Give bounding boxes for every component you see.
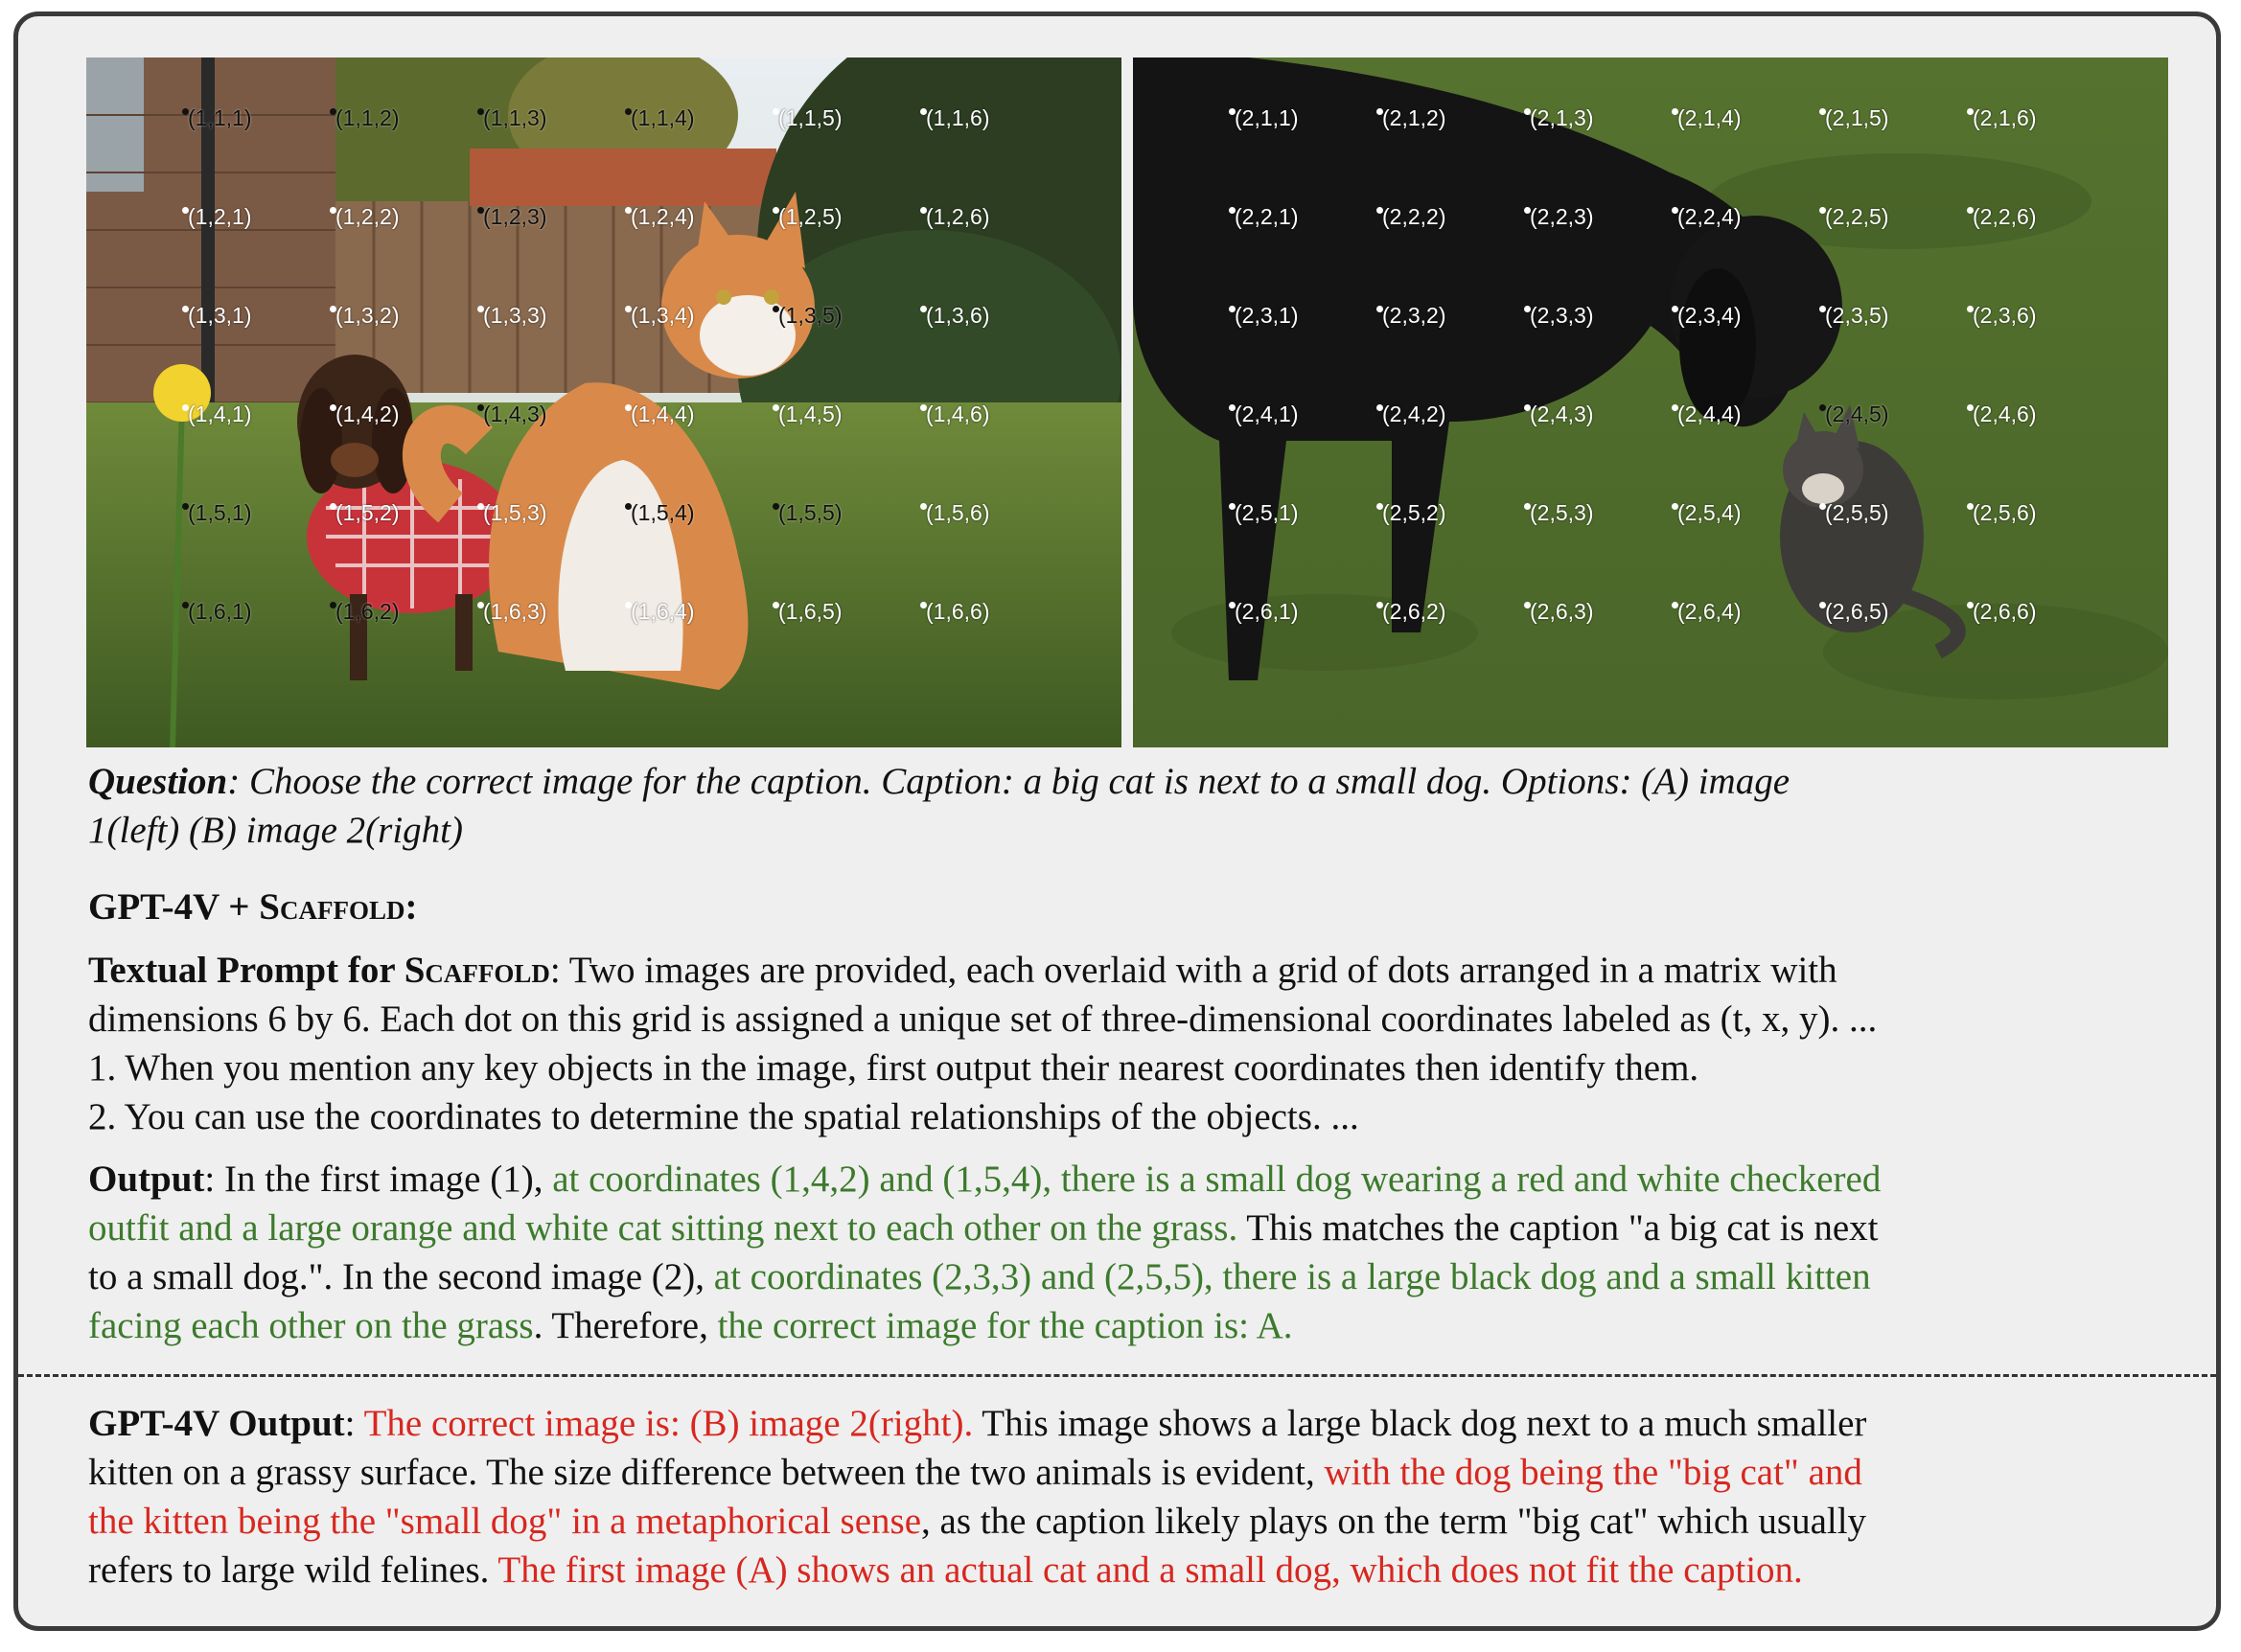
grid-coordinate-label: (1,4,2) — [335, 402, 400, 426]
grid-coordinate-label: (2,5,4) — [1677, 500, 1742, 525]
grid-coordinate-label: (1,6,5) — [778, 599, 843, 624]
prompt-line-3: 1. When you mention any key objects in the image, first output their nearest coordinates then identify them. — [88, 1047, 1699, 1089]
grid-coordinate-label: (2,5,2) — [1382, 500, 1446, 525]
grid-coordinate-label: (1,4,1) — [188, 402, 252, 426]
question-text-line-1: : Choose the correct image for the caption. Caption: a big cat is next to a small dog. Options: (A) image — [227, 761, 1790, 802]
question-text-line-2: 1(left) (B) image 2(right) — [88, 810, 463, 851]
output-l3-green: at coordinates (2,3,3) and (2,5,5), there is a large black dog and a small kitten — [713, 1256, 1871, 1297]
grid-coordinate-label: (2,4,5) — [1825, 402, 1889, 426]
grid-coordinate-label: (2,3,6) — [1973, 303, 2037, 328]
grid-coordinate-label: (2,1,4) — [1677, 105, 1742, 130]
prompt-label-prefix: Textual Prompt for — [88, 950, 404, 991]
grid-coordinate-label: (2,1,2) — [1382, 105, 1446, 130]
grid-coordinate-label: (1,4,6) — [926, 402, 990, 426]
grid-coordinate-label: (2,2,5) — [1825, 204, 1889, 229]
grid-coordinate-label: (1,3,4) — [631, 303, 695, 328]
scaffold-heading — [88, 883, 2159, 931]
grid-coordinate-label: (1,5,5) — [778, 500, 843, 525]
grid-coordinate-label: (1,2,3) — [483, 204, 547, 229]
grid-coordinate-label: (1,2,2) — [335, 204, 400, 229]
scaffold-heading-colon: : — [404, 886, 418, 928]
image-2-right — [1133, 57, 2168, 747]
prompt-line-2: dimensions 6 by 6. Each dot on this grid is assigned a unique set of three-dimensional coordinates labeled as (t, x, y). ... — [88, 998, 1878, 1040]
grid-coordinate-label: (2,4,1) — [1235, 402, 1299, 426]
grid-coordinate-label: (1,1,3) — [483, 105, 547, 130]
grid-coordinate-label: (1,2,5) — [778, 204, 843, 229]
grid-coordinate-label: (1,4,4) — [631, 402, 695, 426]
gpt4v-l3-red: the kitten being the "small dog" in a metaphorical sense — [88, 1501, 922, 1542]
output-l1-a: : In the first image (1), — [204, 1159, 553, 1200]
grid-coordinate-label: (2,6,3) — [1530, 599, 1594, 624]
grid-coordinate-label: (2,3,1) — [1235, 303, 1299, 328]
image-1-left — [86, 57, 1121, 747]
grid-coordinate-label: (1,3,6) — [926, 303, 990, 328]
grid-coordinate-label: (2,2,4) — [1677, 204, 1742, 229]
gpt4v-l2-red: with the dog being the "big cat" and — [1324, 1452, 1862, 1493]
grid-coordinate-label: (1,3,2) — [335, 303, 400, 328]
grid-coordinate-label: (1,5,2) — [335, 500, 400, 525]
grid-coordinate-label: (2,5,6) — [1973, 500, 2037, 525]
grid-coordinate-label: (1,5,4) — [631, 500, 695, 525]
scaffold-heading-model: GPT-4V + — [88, 886, 260, 928]
output-l4-green-2: the correct image for the caption is: A. — [717, 1305, 1293, 1346]
grid-coordinate-label: (2,3,2) — [1382, 303, 1446, 328]
gpt4v-l1-red: The correct image is: (B) image 2(right). — [363, 1403, 974, 1444]
prompt-line-4: 2. You can use the coordinates to determine the spatial relationships of the objects. ... — [88, 1096, 1359, 1137]
grid-coordinate-label: (1,4,5) — [778, 402, 843, 426]
coordinate-grid-image-2 — [1133, 57, 2168, 747]
grid-coordinate-label: (1,4,3) — [483, 402, 547, 426]
grid-coordinate-label: (2,2,6) — [1973, 204, 2037, 229]
output-l4-b: . Therefore, — [533, 1305, 718, 1346]
grid-coordinate-label: (1,2,6) — [926, 204, 990, 229]
gpt4v-output — [88, 1399, 2159, 1595]
grid-coordinate-label: (2,2,1) — [1235, 204, 1299, 229]
grid-coordinate-label: (2,1,3) — [1530, 105, 1594, 130]
grid-coordinate-label: (1,6,4) — [631, 599, 695, 624]
grid-coordinate-label: (2,1,6) — [1973, 105, 2037, 130]
grid-coordinate-label: (2,6,6) — [1973, 599, 2037, 624]
output-l4-green: facing each other on the grass — [88, 1305, 534, 1346]
grid-coordinate-label: (2,6,1) — [1235, 599, 1299, 624]
grid-coordinate-label: (2,5,3) — [1530, 500, 1594, 525]
grid-coordinate-label: (1,2,4) — [631, 204, 695, 229]
grid-coordinate-label: (1,1,5) — [778, 105, 843, 130]
grid-coordinate-label: (2,4,3) — [1530, 402, 1594, 426]
grid-coordinate-label: (1,3,5) — [778, 303, 843, 328]
gpt4v-l4-red: The first image (A) shows an actual cat and a small dog, which does not fit the caption. — [497, 1549, 1803, 1591]
grid-coordinate-label: (2,6,5) — [1825, 599, 1889, 624]
gpt4v-l1-b: This image shows a large black dog next to a much smaller — [973, 1403, 1867, 1444]
grid-coordinate-label: (2,4,6) — [1973, 402, 2037, 426]
grid-coordinate-label: (2,2,3) — [1530, 204, 1594, 229]
grid-coordinate-label: (1,6,3) — [483, 599, 547, 624]
grid-coordinate-label: (2,4,2) — [1382, 402, 1446, 426]
dashed-divider — [18, 1374, 2216, 1377]
grid-coordinate-label: (2,5,5) — [1825, 500, 1889, 525]
scaffold-output — [88, 1155, 2159, 1350]
grid-coordinate-label: (1,2,1) — [188, 204, 252, 229]
prompt-line-1: : Two images are provided, each overlaid with a grid of dots arranged in a matrix with — [549, 950, 1837, 991]
grid-coordinate-label: (1,6,1) — [188, 599, 252, 624]
grid-coordinate-label: (1,1,6) — [926, 105, 990, 130]
output-l2-b: This matches the caption "a big cat is next — [1237, 1207, 1879, 1249]
grid-coordinate-label: (2,4,4) — [1677, 402, 1742, 426]
grid-coordinate-label: (1,1,2) — [335, 105, 400, 130]
prompt-label-method: Scaffold — [404, 950, 550, 991]
gpt4v-l1-colon: : — [344, 1403, 364, 1444]
grid-coordinate-label: (2,3,4) — [1677, 303, 1742, 328]
grid-coordinate-label: (1,5,1) — [188, 500, 252, 525]
textual-prompt — [88, 946, 2159, 1141]
grid-coordinate-label: (2,1,5) — [1825, 105, 1889, 130]
grid-coordinate-label: (1,3,1) — [188, 303, 252, 328]
question — [88, 757, 2159, 855]
grid-coordinate-label: (2,6,2) — [1382, 599, 1446, 624]
grid-coordinate-label: (2,5,1) — [1235, 500, 1299, 525]
output-label: Output — [88, 1159, 205, 1200]
grid-coordinate-label: (1,5,3) — [483, 500, 547, 525]
gpt4v-l4-a: refers to large wild felines. — [88, 1549, 498, 1591]
grid-coordinate-label: (2,6,4) — [1677, 599, 1742, 624]
grid-coordinate-label: (2,3,3) — [1530, 303, 1594, 328]
grid-coordinate-label: (1,1,4) — [631, 105, 695, 130]
grid-coordinate-label: (2,1,1) — [1235, 105, 1299, 130]
grid-coordinate-label: (1,3,3) — [483, 303, 547, 328]
grid-coordinate-label: (1,5,6) — [926, 500, 990, 525]
gpt4v-l3-b: , as the caption likely plays on the term "big cat" which usually — [921, 1501, 1867, 1542]
output-l1-green: at coordinates (1,4,2) and (1,5,4), there is a small dog wearing a red and white checkered — [552, 1159, 1882, 1200]
grid-coordinate-label: (1,6,6) — [926, 599, 990, 624]
output-l3-a: to a small dog.". In the second image (2), — [88, 1256, 714, 1297]
gpt4v-output-label: GPT-4V Output — [88, 1403, 345, 1444]
grid-coordinate-label: (1,1,1) — [188, 105, 252, 130]
grid-coordinate-label: (2,2,2) — [1382, 204, 1446, 229]
question-label: Question — [88, 761, 228, 802]
coordinate-grid-image-1 — [86, 57, 1121, 747]
grid-coordinate-label: (1,6,2) — [335, 599, 400, 624]
grid-coordinate-label: (2,3,5) — [1825, 303, 1889, 328]
gpt4v-l2-a: kitten on a grassy surface. The size difference between the two animals is evident, — [88, 1452, 1325, 1493]
scaffold-heading-method: Scaffold — [259, 886, 405, 928]
output-l2-green: outfit and a large orange and white cat sitting next to each other on the grass. — [88, 1207, 1238, 1249]
